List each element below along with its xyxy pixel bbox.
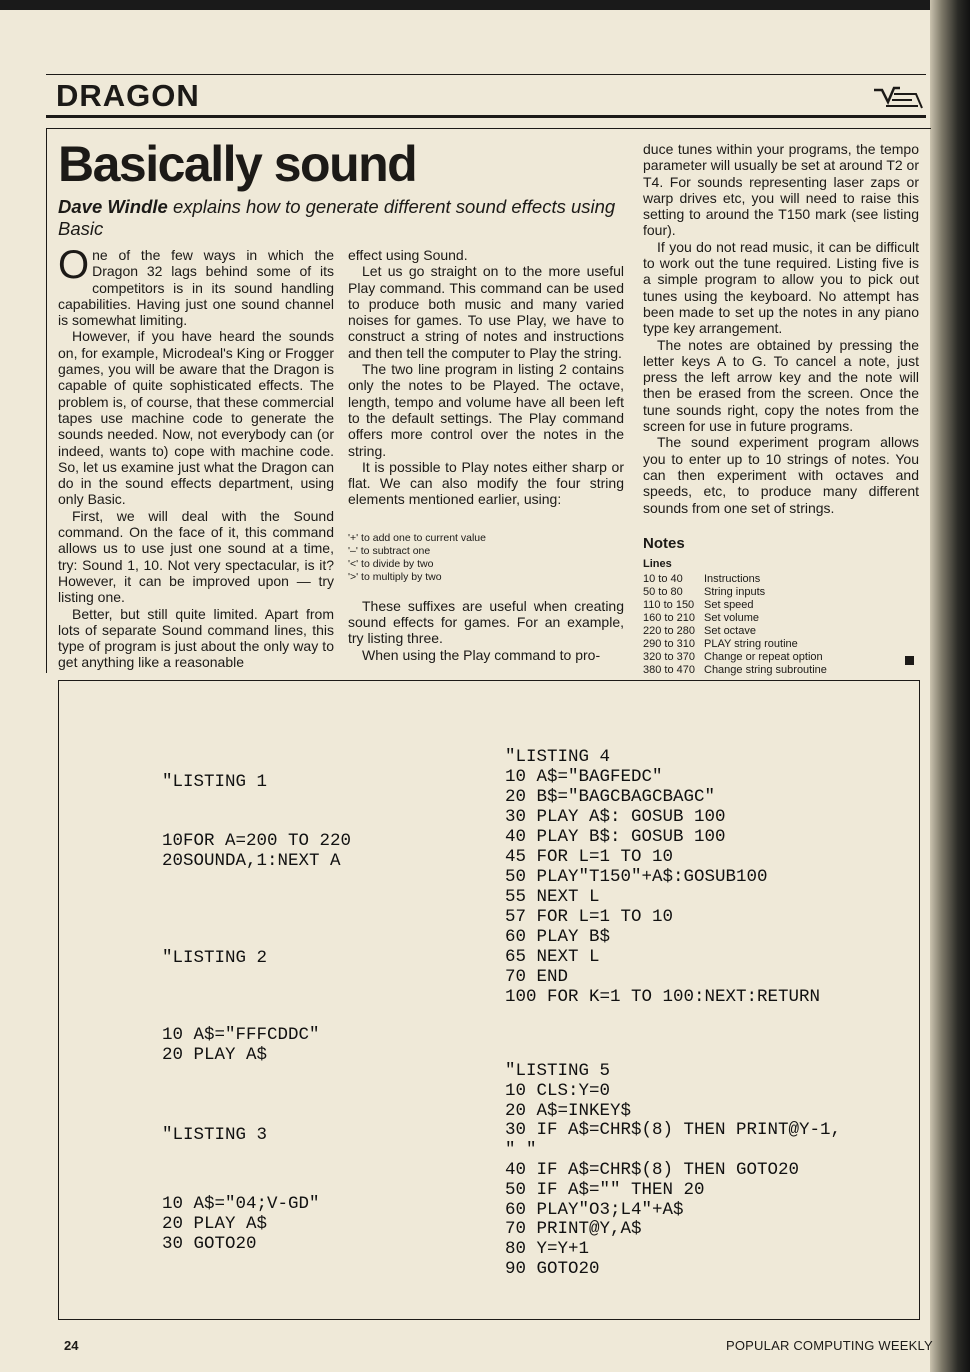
standfirst-text: explains how to generate different sound effects using Basic	[58, 196, 616, 239]
paragraph: The notes are obtained by pressing the letter keys A to G. To cancel a note, just press the left arrow key and the note will then be erased from the screen. Once the tune sounds right, copy the notes from the screen for use in future programs.	[643, 336, 919, 435]
notes-row: 290 to 310 PLAY string routine	[643, 638, 798, 651]
paragraph: It is possible to Play notes either sharp or flat. We can also modify the four string elements mentioned earlier, using:	[348, 458, 624, 508]
paragraph: When using the Play command to pro-	[362, 646, 601, 663]
body-column-3	[643, 141, 919, 677]
listing-1-code: 10FOR A=200 TO 220 20SOUNDA,1:NEXT A	[162, 831, 352, 871]
paragraph: These suffixes are useful when creating sound effects for games. For an example, try listing three.	[348, 597, 624, 647]
top-edge	[0, 0, 970, 10]
article-headline: Basically sound	[58, 136, 417, 192]
paragraph: The sound experiment program allows you to enter up to 10 strings of notes. You can then experiment with octaves and speeds, etc, to produce many different sounds from one set of strings.	[643, 434, 919, 516]
section-title: DRAGON	[56, 78, 200, 113]
paragraph: First, we will deal with the Sound command. On the face of it, this command allows us to use just one sound at a time, try: Sound 1, 10. Not very spectacular, is it? However, it can be improved upon — try listing one.	[58, 507, 334, 606]
suffix-list	[348, 532, 624, 584]
notes-row: 10 to 40 Instructions	[643, 573, 761, 586]
body-column-1	[58, 243, 334, 671]
notes-row: 220 to 280 Set octave	[643, 625, 756, 638]
paragraph: The two line program in listing 2 contains only the notes to be Played. The octave, length, tempo and volume have all been left to the default settings. The Play command offers more control over the notes in the string.	[348, 361, 624, 459]
standfirst	[58, 196, 618, 240]
paragraph: Better, but still quite limited. Apart from lots of separate Sound command lines, this type of program is just about the only way to get anything like a reasonable	[58, 605, 334, 671]
notes-heading: Notes	[643, 534, 685, 552]
magazine-logo-icon	[872, 82, 924, 110]
notes-row: 50 to 80 String inputs	[643, 586, 766, 599]
paragraph: If you do not read music, it can be difficult to work out the tune required. Listing five is a simple program to allow you to pick out tunes using the keyboard. No attempt has been made to set up the notes in any piano type key arrangement.	[643, 238, 919, 337]
listing-5: "LISTING 5 10 CLS:Y=0 20 A$=INKEY$ 30 IF A$=CHR$(8) THEN PRINT@Y-1, " " 40 IF A$=CHR$(8) THEN GOTO20 50 IF A$="" THEN 20 60 PLAY"O3;L4"+A$ 70 PRINT@Y,A$ 80 Y=Y+1 90 GOTO20	[505, 1061, 842, 1279]
magazine-name: POPULAR COMPUTING WEEKLY	[726, 1338, 933, 1353]
listing-2-title: "LISTING 2	[162, 948, 268, 968]
end-mark	[905, 656, 914, 665]
paragraph: However, if you have heard the sounds on, for example, Microdeal's King or Frogger games, you will be aware that the Dragon is capable of quite sophisticated effects. The problem is, of course, that these commercial tapes use machine code to generate the sounds needed. Now, not everybody can (or indeed, wants to) cope with machine code. So, let us examine just what the Dragon can do in the sound effects department, using only Basic.	[58, 328, 334, 508]
page-number: 24	[64, 1338, 79, 1353]
suffix-item: '+' to add one to current value	[348, 531, 486, 544]
listing-2-code: 10 A$="FFFCDDC" 20 PLAY A$	[162, 1025, 320, 1065]
listing-4: "LISTING 4 10 A$="BAGFEDC" 20 B$="BAGCBAGCBAGC" 30 PLAY A$: GOSUB 100 40 PLAY B$: GOSUB 100 45 FOR L=1 TO 10 50 PLAY"T150"+A$:GOSUB100 55 NEXT L 57 FOR L=1 TO 10 60 PLAY B$ 65 NEXT L 70 END 100 FOR K=1 TO 100:NEXT:RETURN	[505, 747, 821, 1007]
notes-row: 380 to 470 Change string subroutine	[643, 664, 827, 677]
header-rule	[46, 74, 926, 75]
paragraph: One of the few ways in which the Dragon 32 lags behind some of its competitors is in its sound handling capabilities. Having just one sound channel is somewhat limiting.	[58, 243, 334, 329]
notes-lines-label: Lines	[643, 558, 672, 571]
drop-cap: O	[58, 243, 90, 287]
paragraph: effect using Sound.	[348, 247, 468, 263]
binding-spine	[930, 0, 970, 1372]
suffix-item: '<' to divide by two	[348, 557, 434, 570]
notes-row: 320 to 370 Change or repeat option	[643, 651, 823, 664]
header-rule-thick	[46, 115, 926, 118]
listing-1-title: "LISTING 1	[162, 772, 268, 792]
byline: Dave Windle	[58, 196, 168, 217]
suffix-item: '–' to subtract one	[348, 544, 431, 557]
paragraph: duce tunes within your programs, the tempo parameter will usually be set at around T2 or T4. For sounds representing laser zaps or warp drives etc, you will need to raise this setting to around the T150 mark (see listing four).	[643, 141, 919, 239]
body-column-2	[348, 247, 624, 663]
notes-row: 160 to 210 Set volume	[643, 612, 760, 625]
listing-3-code: 10 A$="04;V-GD" 20 PLAY A$ 30 GOTO20	[162, 1194, 320, 1254]
suffix-item: '>' to multiply by two	[348, 570, 442, 583]
listing-3-title: "LISTING 3	[162, 1125, 268, 1145]
paragraph: Let us go straight on to the more useful Play command. This command can be used to produce both music and many varied noises for games. To use Play, we have to construct a string of notes and instructions and then tell the computer to Play the string.	[348, 263, 624, 361]
notes-row: 110 to 150 Set speed	[643, 599, 754, 612]
